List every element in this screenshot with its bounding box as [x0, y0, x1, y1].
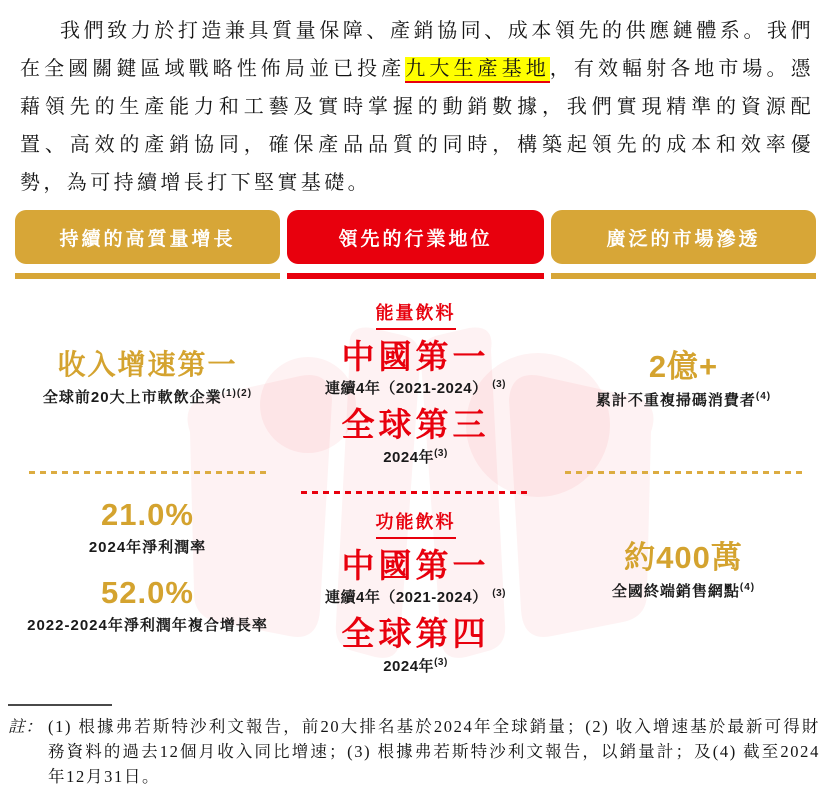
footnote-body — [8, 714, 822, 789]
revenue-growth-rank: 收入增速第一 — [57, 349, 238, 380]
column-market-penetration — [551, 210, 816, 692]
functional-china-rank-caption — [325, 586, 506, 607]
energy-china-rank: 中國第一 — [341, 338, 490, 375]
functional-china-rank: 中國第一 — [341, 547, 490, 584]
energy-global-rank-caption — [383, 446, 448, 467]
energy-global-rank: 全球第三 — [341, 406, 490, 444]
highlights-panel — [0, 210, 832, 692]
intro-text-before: 我們致力於打造兼具質量保障、產銷協同、成本領先的供應鏈體系。我們在全國關鍵區域戰略性佈局並已投產 — [20, 20, 814, 80]
caption-text: 全國終端銷售網點 — [611, 582, 740, 600]
caption-text: 連續4年（2021-2024） — [325, 380, 488, 398]
footnote-ref-3: (3) — [492, 588, 506, 600]
footnote-ref-3: (3) — [492, 379, 506, 391]
footnote-ref-4: (4) — [755, 390, 772, 402]
penetration-top-section — [551, 279, 816, 471]
caption-text: 2024年 — [383, 657, 435, 675]
caption-text: 全球前20大上市軟飲企業 — [42, 389, 222, 406]
outlets-caption — [612, 580, 755, 601]
footnote-ref-3: (3) — [434, 447, 448, 459]
footnote-ref-1-2: (1)(2) — [221, 388, 253, 399]
tab-quality-growth: 持續的高質量增長 — [15, 210, 280, 264]
column-industry-position — [287, 210, 544, 692]
footnote-ref-4: (4) — [739, 581, 756, 593]
functional-drinks-section — [287, 494, 544, 692]
highlighted-phrase: 九大生產基地 — [405, 57, 549, 83]
footnotes — [0, 704, 832, 789]
caption-text: 累計不重複掃碼消費者 — [595, 391, 756, 409]
intro-paragraph — [0, 0, 832, 202]
growth-top-section — [15, 279, 280, 471]
caption-text: 2024年 — [383, 448, 435, 466]
energy-drinks-label: 能量飲料 — [376, 299, 456, 330]
functional-global-rank-caption — [383, 655, 448, 676]
consumers-caption — [596, 389, 771, 410]
tab-market-penetration: 廣泛的市場滲透 — [551, 210, 816, 264]
footnote-divider-rule — [8, 704, 112, 706]
growth-bottom-section — [15, 474, 280, 658]
functional-global-rank: 全球第四 — [341, 615, 490, 653]
cagr-stat — [27, 575, 268, 635]
revenue-growth-caption — [43, 386, 252, 407]
tab-industry-position: 領先的行業地位 — [287, 210, 544, 264]
footnote-label: 註： — [8, 717, 43, 736]
outlets-value: 約400萬 — [624, 539, 743, 575]
net-margin-caption: 2024年淨利潤率 — [88, 539, 207, 556]
net-margin-value: 21.0% — [101, 497, 194, 532]
consumers-value: 2億+ — [648, 348, 719, 384]
energy-china-rank-caption — [325, 377, 506, 398]
column-growth — [15, 210, 280, 692]
energy-drinks-section — [287, 279, 544, 491]
intro-text-after: ，有效輻射各地市場。憑藉領先的生產能力和工藝及實時掌握的動銷數據，我們實現精準的資源配置、高效的產銷協同，確保產品品質的同時，構築起領先的成本和效率優勢，為可持續增長打下堅實基礎。 — [20, 58, 814, 194]
functional-drinks-label: 功能飲料 — [376, 508, 456, 539]
caption-text: 連續4年（2021-2024） — [325, 589, 488, 607]
footnote-text: (1) 根據弗若斯特沙利文報告，前20大排名基於2024年全球銷量；(2) 收入增速基於最新可得財務資料的過去12個月收入同比增速；(3) 根據弗若斯特沙利文報告，以銷量計；及(4) 截至2024年12月31日。 — [48, 717, 820, 786]
net-margin-stat — [89, 497, 206, 557]
penetration-bottom-section — [551, 474, 816, 658]
cagr-caption: 2022-2024年淨利潤年複合增長率 — [27, 617, 268, 634]
footnote-ref-3: (3) — [434, 656, 448, 668]
cagr-value: 52.0% — [101, 575, 194, 610]
